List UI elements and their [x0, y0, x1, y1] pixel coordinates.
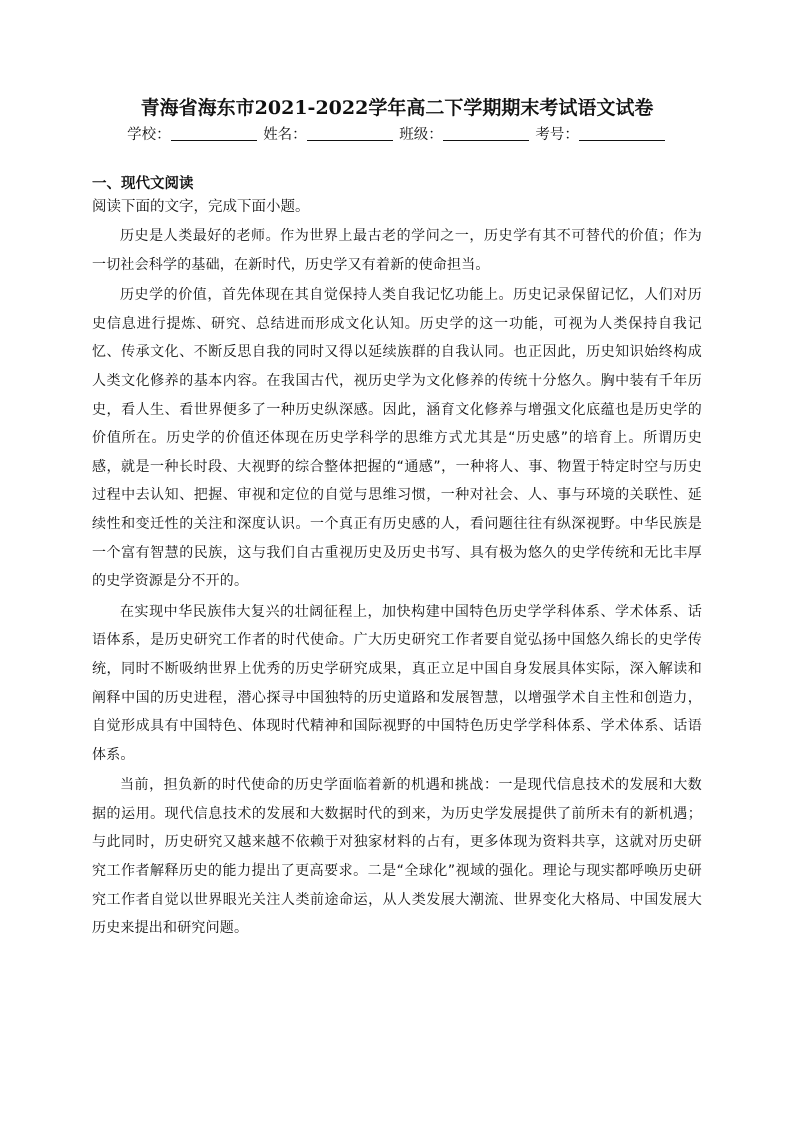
name-label: 姓名： [263, 127, 307, 143]
school-label: 学校： [127, 127, 171, 143]
class-label: 班级： [399, 127, 443, 143]
class-blank[interactable] [443, 124, 529, 141]
name-blank[interactable] [307, 124, 393, 141]
document-title: 青海省海东市2021-2022学年高二下学期期末考试语文试卷 [140, 97, 654, 119]
passage-paragraph-2: 历史学的价值，首先体现在其自觉保持人类自我记忆功能上。历史记录保留记忆，人们对历史信息进行提炼、研究、总结进而形成文化认知。历史学的这一功能，可视为人类保持自我记忆、传承文化、不断反思自我的同时又得以延续族群的自我认同。也正因此，历史知识始终构成人类文化修养的基本内容。在我国古代，视历史学为文化修养的传统十分悠久。胸中装有千年历史，看人生、看世界便多了一种历史纵深感。因此，涵育文化修养与增强文化底蕴也是历史学的价值所在。历史学的价值还体现在历史学科学的思维方式尤其是“历史感”的培育上。所谓历史感，就是一种长时段、大视野的综合整体把握的“通感”，一种将人、事、物置于特定时空与历史过程中去认知、把握、审视和定位的自觉与思维习惯，一种对社会、人、事与环境的关联性、延续性和变迁性的关注和深度认识。一个真正有历史感的人，看问题往往有纵深视野。中华民族是一个富有智慧的民族，这与我们自古重视历史及历史书写、具有极为悠久的史学传统和无比丰厚的史学资源是分不开的。 [92, 287, 702, 590]
reading-instruction: 阅读下面的文字，完成下面小题。 [92, 199, 310, 215]
passage-paragraph-3: 在实现中华民族伟大复兴的壮阔征程上，加快构建中国特色历史学学科体系、学术体系、话语体系，是历史研究工作者的时代使命。广大历史研究工作者要自觉弘扬中国悠久绵长的史学传统，同时不断吸纳世界上优秀的历史学研究成果，真正立足中国自身发展具体实际，深入解读和阐释中国的历史进程，潜心探寻中国独特的历史道路和发展智慧，以增强学术自主性和创造力，自觉形成具有中国特色、体现时代精神和国际视野的中国特色历史学学科体系、学术体系、话语体系。 [92, 603, 702, 763]
exam-number-label: 考号： [535, 127, 579, 143]
passage-paragraph-1: 历史是人类最好的老师。作为世界上最古老的学问之一，历史学有其不可替代的价值；作为一切社会科学的基础，在新时代，历史学又有着新的使命担当。 [92, 228, 702, 273]
school-blank[interactable] [171, 124, 257, 141]
section-heading: 一、现代文阅读 [92, 176, 194, 192]
exam-number-blank[interactable] [579, 124, 665, 141]
student-info-line [92, 122, 702, 148]
passage-paragraph-4: 当前，担负新的时代使命的历史学面临着新的机遇和挑战：一是现代信息技术的发展和大数据的运用。现代信息技术的发展和大数据时代的到来，为历史学发展提供了前所未有的新机遇；与此同时，历史研究又越来越不依赖于对独家材料的占有，更多体现为资料共享，这就对历史研究工作者解释历史的能力提出了更高要求。二是“全球化”视域的强化。理论与现实都呼唤历史研究工作者自觉以世界眼光关注人类前途命运，从人类发展大潮流、世界变化大格局、中国发展大历史来提出和研究问题。 [92, 777, 702, 937]
